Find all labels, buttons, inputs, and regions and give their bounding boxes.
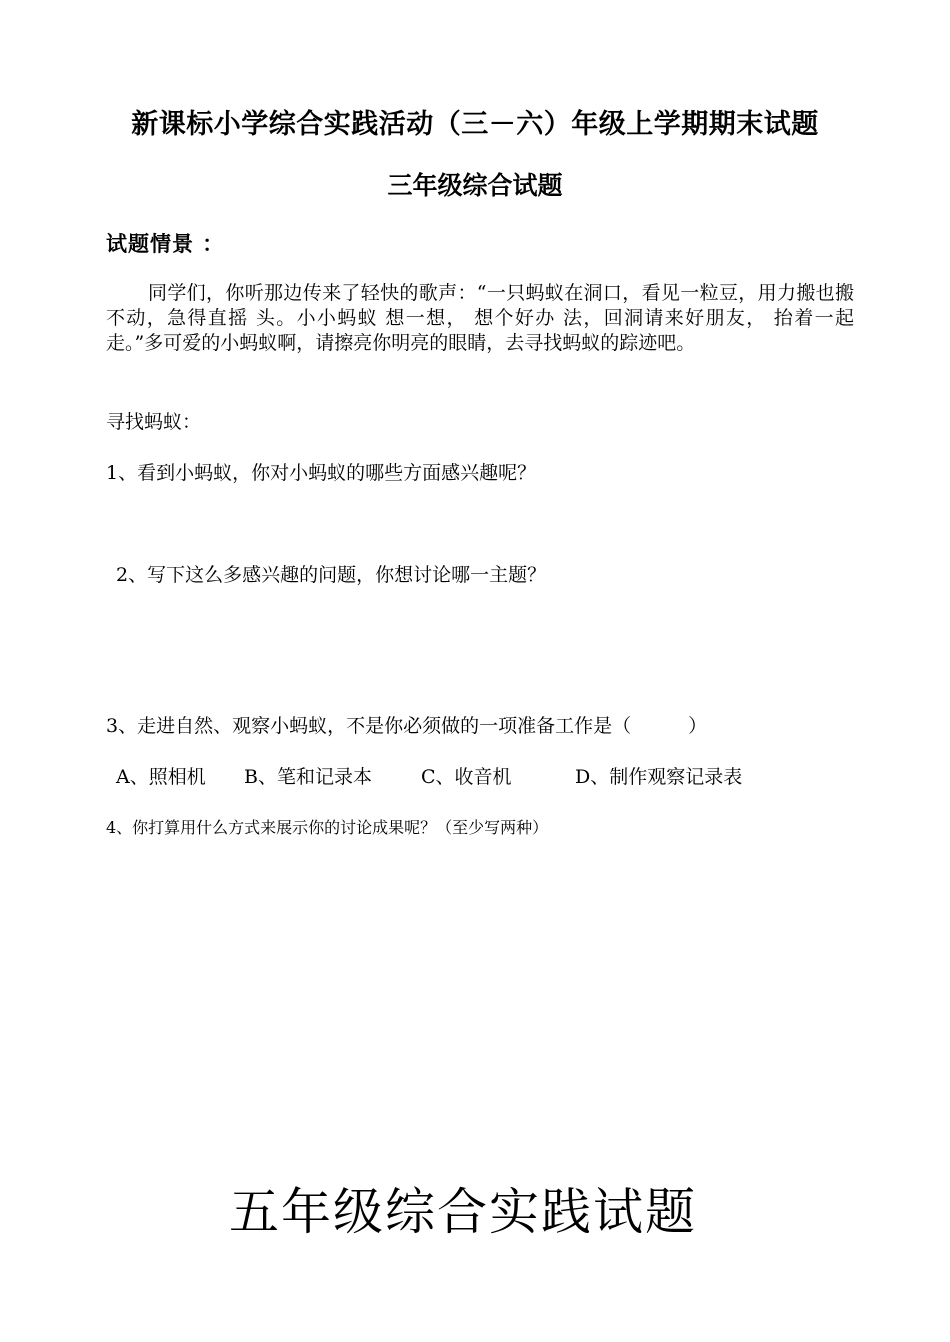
question-3-options [116,762,742,789]
question-4: 4、你打算用什么方式来展示你的讨论成果呢？（至少写两种） [106,818,549,837]
question-1: 1、看到小蚂蚁，你对小蚂蚁的哪些方面感兴趣呢？ [106,462,537,484]
option-d: D、制作观察记录表 [575,766,743,788]
main-title: 新课标小学综合实践活动（三－六）年级上学期期末试题 [131,109,819,140]
section-heading: 试题情景 ： [106,232,225,256]
option-a: A、照相机 [116,766,206,788]
grade5-title: 五年级综合实践试题 [229,1183,697,1241]
intro-paragraph: 同学们，你听那边传来了轻快的歌声：“一只蚂蚁在洞口，看见一粒豆，用力搬也搬不动，急得直摇 头。小小蚂蚁 想一想， 想个好办 法，回洞请来好朋友， 抬着一起走。”多可爱的小蚂蚁啊，请擦亮你明亮的眼睛，去寻找蚂蚁的踪迹吧。 [106,282,854,354]
question-3: 3、走进自然、观察小蚂蚁，不是你必须做的一项准备工作是（ ） [106,715,708,737]
option-c: C、收音机 [421,766,512,788]
find-ants-label: 寻找蚂蚁： [106,411,202,433]
question-2: 2、写下这么多感兴趣的问题，你想讨论哪一主题？ [116,564,547,586]
option-b: B、笔和记录本 [244,766,372,788]
grade3-title: 三年级综合试题 [387,171,563,200]
